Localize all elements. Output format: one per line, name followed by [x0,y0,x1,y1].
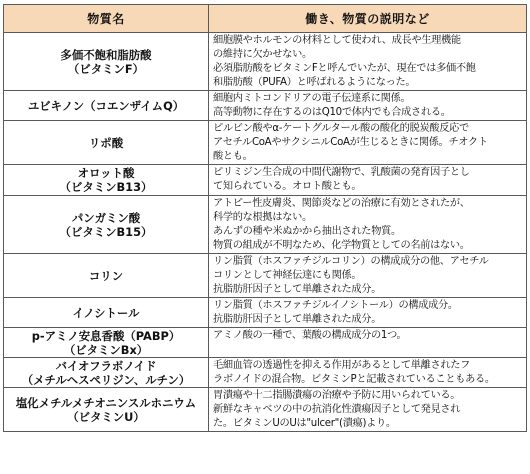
table-header-row [4,5,527,33]
substance-name-cell [4,328,209,358]
description-line: て知られている。オロト酸とも。 [213,181,362,192]
column-header-description: 働き、物質の説明など [209,5,527,33]
substance-description-cell [209,388,527,432]
substance-description-cell [209,358,527,388]
substance-description-cell [209,328,527,358]
table-row [4,165,527,196]
table-row [4,388,527,432]
substance-name-cell [4,121,209,165]
substance-description-cell [209,33,527,91]
substance-description-cell [209,91,527,121]
table-row [4,91,527,121]
description-line: あんずの種や米ぬかから抽出された物質。 [213,226,401,237]
substance-name-cell [4,298,209,328]
description-line: ラボノイドの混合物。ビタミンPと記載されていることもある。 [213,374,495,385]
description-line: 毛細血管の透過性を抑える作用があるとして単離されたフ [213,360,471,371]
substance-alias: （ビタミンB15） [59,224,153,239]
substance-name: 塩化メチルメチオニンスルホニウム [15,395,197,410]
substance-description-cell [209,298,527,328]
substance-name-cell [4,196,209,254]
substance-name: リポ酸 [88,135,124,150]
description-line: ピルビン酸やα-ケートグルタール酸の酸化的脱炭酸反応で [213,123,469,134]
substance-description-cell [209,196,527,254]
substance-alias: （ビタミンF） [67,61,145,76]
substance-name: ユビキノン（コエンザイムQ） [27,98,185,113]
description-line: 和脂肪酸（PUFA）と呼ばれるようになった。 [213,77,416,88]
description-line: コリンとして神経伝達にも関係。 [213,270,362,281]
table-row [4,196,527,254]
substance-name: バイオフラボノイド [55,358,157,373]
table-row [4,254,527,298]
description-line: 科学的な根拠はない。 [213,212,312,223]
description-line: ピリミジン生合成の中間代謝物で、乳酸菌の発育因子とし [213,167,470,178]
substance-name-cell [4,254,209,298]
table-row [4,33,527,91]
description-line: 細胞膜やホルモンの材料として使われ、成長や生理機能 [213,35,461,46]
substance-name-cell [4,33,209,91]
description-line: アセチルCoAやサクシニルCoAが生じるときに関係。チオクト [213,137,488,148]
substance-alias: （ビタミンU） [67,409,145,424]
substance-alias: （メチルヘスペリジン、ルチン） [21,372,191,387]
description-line: リン脂質（ホスファチジルイノシトール）の構成成分。 [213,300,458,311]
description-line: 抗脂肪肝因子として単離された成分。 [213,314,382,325]
description-line: 酸とも。 [213,151,253,162]
description-line: 新鮮なキャベツの中の抗消化性潰瘍因子として発見され [213,404,461,415]
substance-name-cell [4,358,209,388]
description-line: 細胞内ミトコンドリアの電子伝達系に関係。 [213,93,411,104]
description-line: 必須脂肪酸をビタミンFと呼んでいたが、現在では多価不飽 [213,63,476,74]
description-line: 抗脂肪肝因子として単離された成分。 [213,284,382,295]
description-line: アミノ酸の一種で、葉酸の構成成分の1つ。 [213,330,407,341]
substance-name: 多価不飽和脂肪酸 [60,47,152,62]
substance-name: p-アミノ安息香酸（PABP） [31,328,181,343]
substance-alias: （ビタミンB13） [59,180,153,194]
description-line: 高等動物に存在するのはQ10で体内でも合成される。 [213,107,451,118]
table-row [4,358,527,388]
table-row [4,328,527,358]
substance-table [3,4,527,432]
description-line: アトピー性皮膚炎、関節炎などの治療に有効とされたが、 [213,198,470,209]
substance-name: パンガミン酸 [71,210,141,225]
table-row [4,298,527,328]
substance-name-cell [4,91,209,121]
substance-description-cell [209,165,527,196]
substance-name: コリン [88,268,124,283]
description-line: 物質の組成が不明なため、化学物質としての名前はない。 [213,240,470,251]
description-line: の維持に欠かせない。 [213,49,312,60]
table-row [4,121,527,165]
substance-description-cell [209,121,527,165]
description-line: 胃潰瘍や十二指腸潰瘍の治療や予防に用いられている。 [213,390,461,401]
substance-name: オロット酸 [77,166,135,180]
substance-name-cell [4,165,209,196]
description-line: た。ビタミンUのUは"ulcer"(潰瘍)より。 [213,418,396,429]
substance-description-cell [209,254,527,298]
description-line: リン脂質（ホスファチジルコリン）の構成成分の他、アセチル [213,256,489,267]
substance-name: イノシトール [72,305,140,320]
substance-name-cell [4,388,209,432]
substance-alias: （ビタミンBx） [63,342,149,357]
column-header-name: 物質名 [4,5,209,33]
